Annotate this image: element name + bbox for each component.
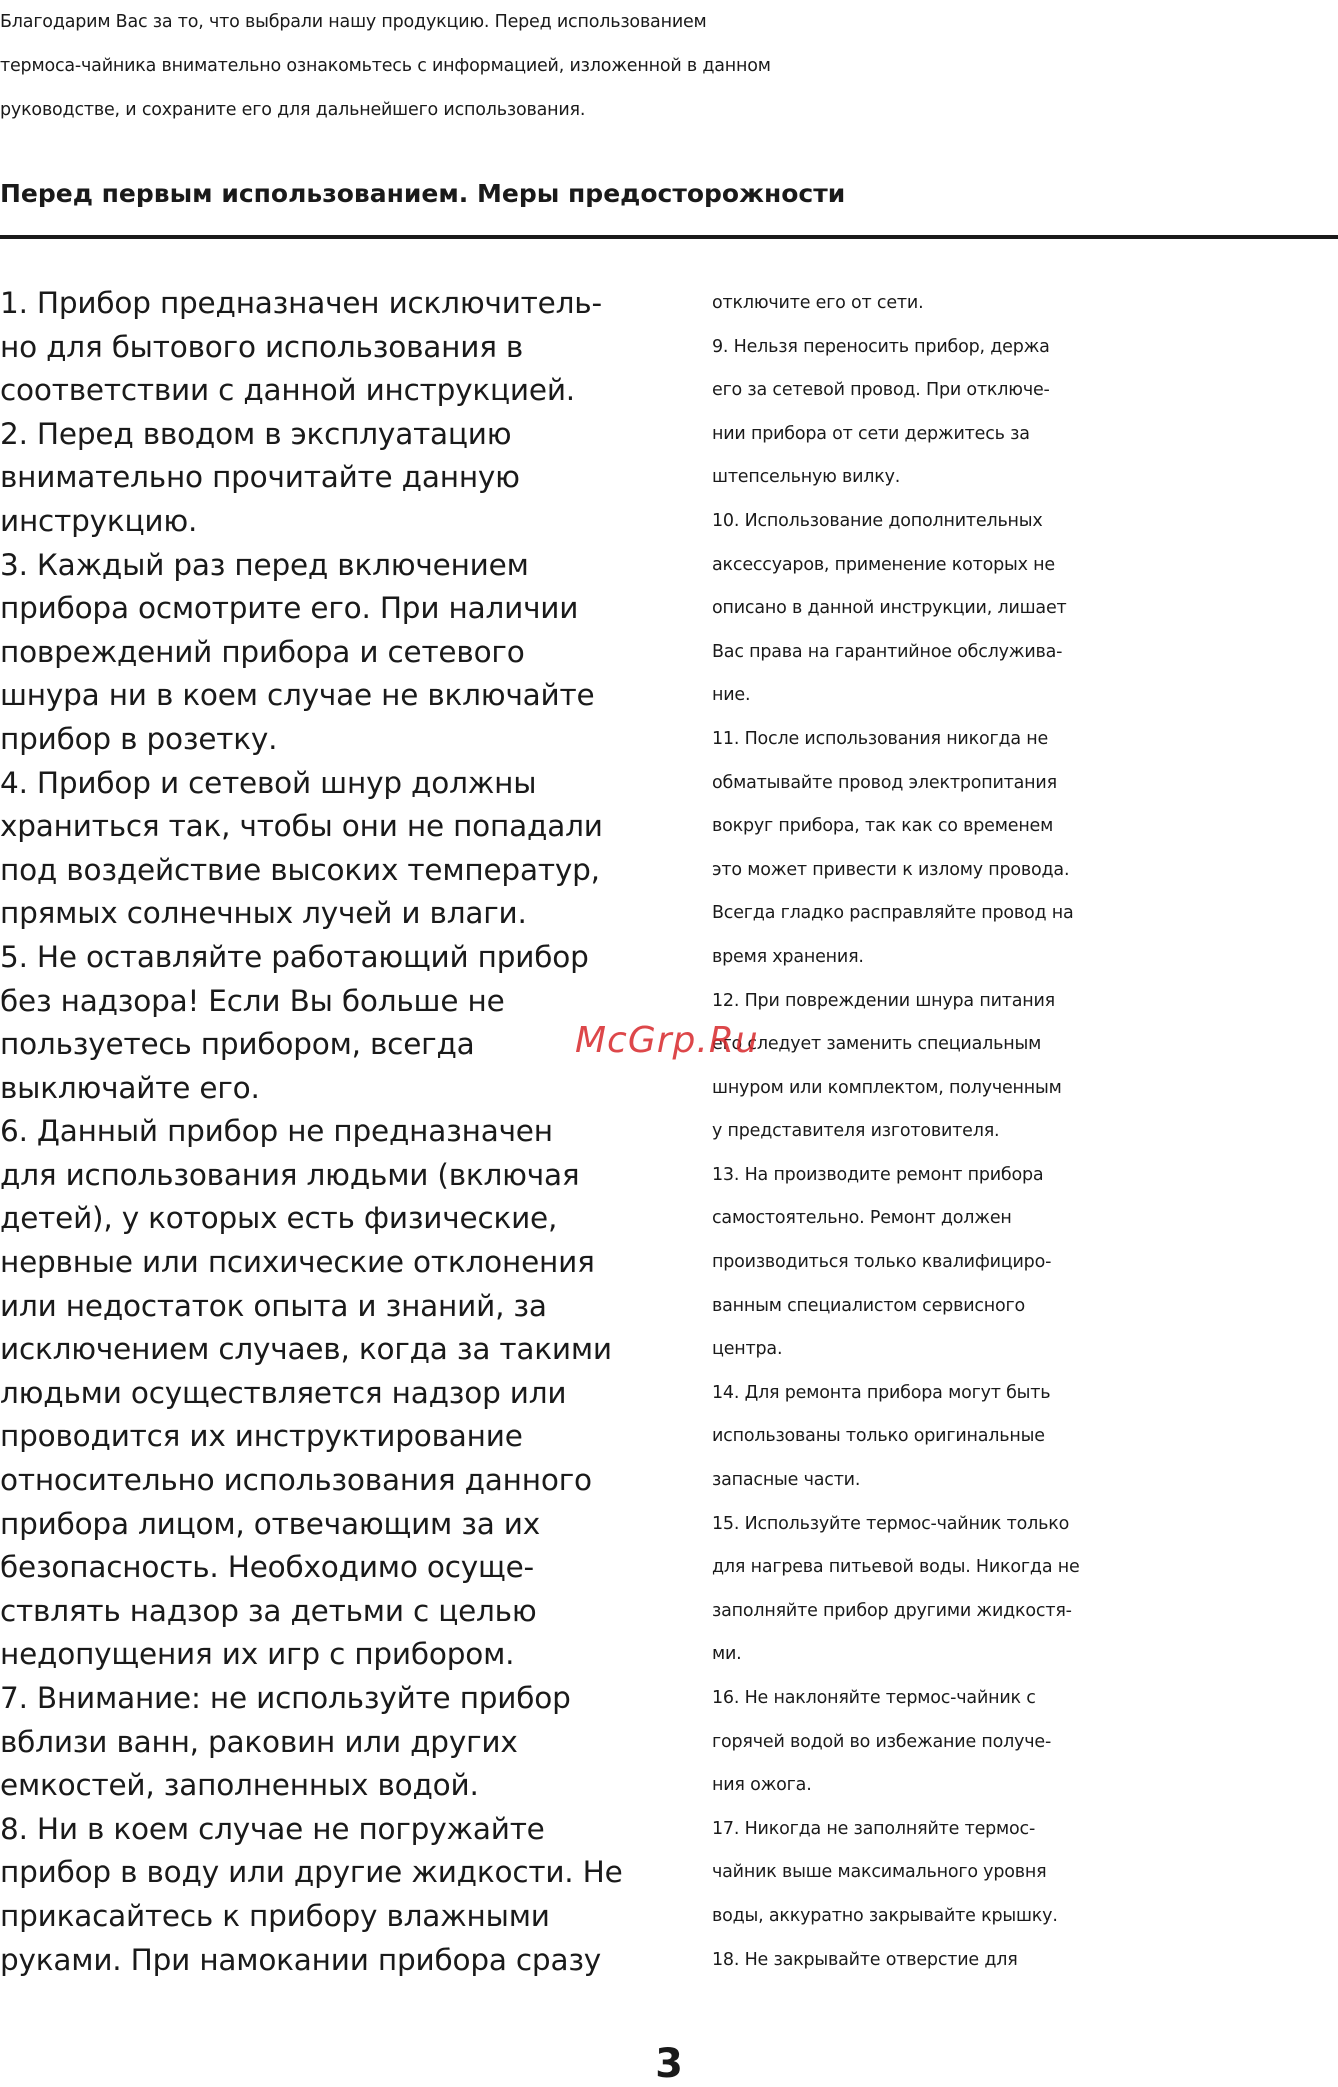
text-line: внимательно прочитайте данную <box>0 460 520 495</box>
text-line: обматывайте провод электропитания <box>712 772 1057 793</box>
text-line: 12. При повреждении шнура питания <box>712 990 1055 1011</box>
text-line: 11. После использования никогда не <box>712 728 1049 749</box>
text-line: прибор в воду или другие жидкости. Не <box>0 1855 623 1890</box>
text-line: шнуром или комплектом, полученным <box>712 1077 1062 1098</box>
text-line: описано в данной инструкции, лишает <box>712 598 1067 619</box>
text-line: прибор в розетку. <box>0 721 278 756</box>
text-line: аксессуаров, применение которых не <box>712 554 1055 575</box>
text-line: ния ожога. <box>712 1775 812 1796</box>
text-line: чайник выше максимального уровня <box>712 1862 1047 1883</box>
text-line: 5. Не оставляйте работающий прибор <box>0 939 589 974</box>
text-line: руками. При намокании прибора сразу <box>0 1942 602 1977</box>
text-line: под воздействие высоких температур, <box>0 852 600 887</box>
text-line: использованы только оригинальные <box>712 1426 1045 1447</box>
page-number: 3 <box>655 2041 683 2087</box>
text-line: Всегда гладко расправляйте провод на <box>712 903 1074 924</box>
text-line: детей), у которых есть физические, <box>0 1201 558 1236</box>
text-line: инструкцию. <box>0 503 198 538</box>
text-line: нии прибора от сети держитесь за <box>712 423 1030 444</box>
text-line: соответствии с данной инструкцией. <box>0 373 575 408</box>
watermark: McGrp.Ru <box>575 1020 759 1061</box>
text-line: ние. <box>712 685 751 706</box>
text-line: его следует заменить специальным <box>712 1034 1042 1055</box>
text-line: штепсельную вилку. <box>712 467 901 488</box>
heading-divider <box>0 235 1338 239</box>
text-line: проводится их инструктирование <box>0 1419 523 1454</box>
text-line: вблизи ванн, раковин или других <box>0 1724 518 1759</box>
text-line: прямых солнечных лучей и влаги. <box>0 896 527 931</box>
text-line: отключите его от сети. <box>712 293 924 313</box>
text-line: центра. <box>712 1339 783 1360</box>
text-line: 6. Данный прибор не предназначен <box>0 1114 553 1149</box>
text-line: выключайте его. <box>0 1070 260 1105</box>
text-line: прибора осмотрите его. При наличии <box>0 591 579 626</box>
text-line: повреждений прибора и сетевого <box>0 634 525 669</box>
text-line: недопущения их игр с прибором. <box>0 1637 515 1672</box>
text-line: но для бытового использования в <box>0 329 524 364</box>
intro-line: термоса-чайника внимательно ознакомьтесь с информацией, изложенной в данном <box>0 56 771 76</box>
text-line: 9. Нельзя переносить прибор, держа <box>712 336 1050 357</box>
text-line: запасные части. <box>712 1470 861 1491</box>
text-line: шнура ни в коем случае не включайте <box>0 678 595 713</box>
text-line: горячей водой во избежание получе- <box>712 1731 1052 1752</box>
text-line: у представителя изготовителя. <box>712 1121 1000 1142</box>
left-column <box>0 282 700 1982</box>
text-line: храниться так, чтобы они не попадали <box>0 809 603 844</box>
text-line: вокруг прибора, так как со временем <box>712 816 1054 837</box>
text-line: исключением случаев, когда за такими <box>0 1332 612 1367</box>
section-heading: Перед первым использованием. Меры предосторожности <box>0 179 846 208</box>
intro-line: руководстве, и сохраните его для дальнейшего использования. <box>0 100 586 120</box>
text-line: это может привести к излому провода. <box>712 859 1070 880</box>
right-column <box>712 282 1338 1982</box>
text-line: производиться только квалифициро- <box>712 1252 1052 1273</box>
text-line: 15. Используйте термос-чайник только <box>712 1513 1070 1534</box>
text-line: 17. Никогда не заполняйте термос- <box>712 1818 1036 1839</box>
text-line: прибора лицом, отвечающим за их <box>0 1506 541 1541</box>
text-line: самостоятельно. Ремонт должен <box>712 1208 1012 1229</box>
text-line: 14. Для ремонта прибора могут быть <box>712 1382 1051 1403</box>
intro-line: Благодарим Вас за то, что выбрали нашу продукцию. Перед использованием <box>0 12 707 32</box>
text-line: людьми осуществляется надзор или <box>0 1375 567 1410</box>
text-line: прикасайтесь к прибору влажными <box>0 1898 550 1933</box>
text-line: его за сетевой провод. При отключе- <box>712 380 1050 401</box>
text-line: 18. Не закрывайте отверстие для <box>712 1949 1018 1970</box>
text-line: 13. На производите ремонт прибора <box>712 1164 1044 1185</box>
text-line: без надзора! Если Вы больше не <box>0 983 505 1018</box>
text-line: ванным специалистом сервисного <box>712 1295 1026 1316</box>
text-line: время хранения. <box>712 946 864 967</box>
text-line: Вас права на гарантийное обслужива- <box>712 641 1063 662</box>
text-line: 8. Ни в коем случае не погружайте <box>0 1811 545 1846</box>
text-line: емкостей, заполненных водой. <box>0 1768 479 1803</box>
text-line: 10. Использование дополнительных <box>712 510 1043 531</box>
text-line: для использования людьми (включая <box>0 1157 580 1192</box>
intro-paragraph <box>0 0 1338 132</box>
text-line: ствлять надзор за детьми с целью <box>0 1593 537 1628</box>
text-line: 4. Прибор и сетевой шнур должны <box>0 765 537 800</box>
text-line: воды, аккуратно закрывайте крышку. <box>712 1905 1058 1926</box>
text-line: 1. Прибор предназначен исключитель- <box>0 286 602 320</box>
text-line: для нагрева питьевой воды. Никогда не <box>712 1557 1080 1578</box>
text-line: 16. Не наклоняйте термос-чайник с <box>712 1688 1036 1708</box>
text-line: или недостаток опыта и знаний, за <box>0 1288 547 1323</box>
text-line: 2. Перед вводом в эксплуатацию <box>0 416 512 451</box>
text-line: ми. <box>712 1644 742 1665</box>
text-line: 7. Внимание: не используйте прибор <box>0 1681 571 1715</box>
text-line: 3. Каждый раз перед включением <box>0 547 529 582</box>
text-line: нервные или психические отклонения <box>0 1245 595 1280</box>
text-line: заполняйте прибор другими жидкостя- <box>712 1600 1072 1621</box>
text-line: безопасность. Необходимо осуще- <box>0 1550 534 1585</box>
text-line: относительно использования данного <box>0 1463 592 1498</box>
text-line: пользуетесь прибором, всегда <box>0 1027 475 1062</box>
